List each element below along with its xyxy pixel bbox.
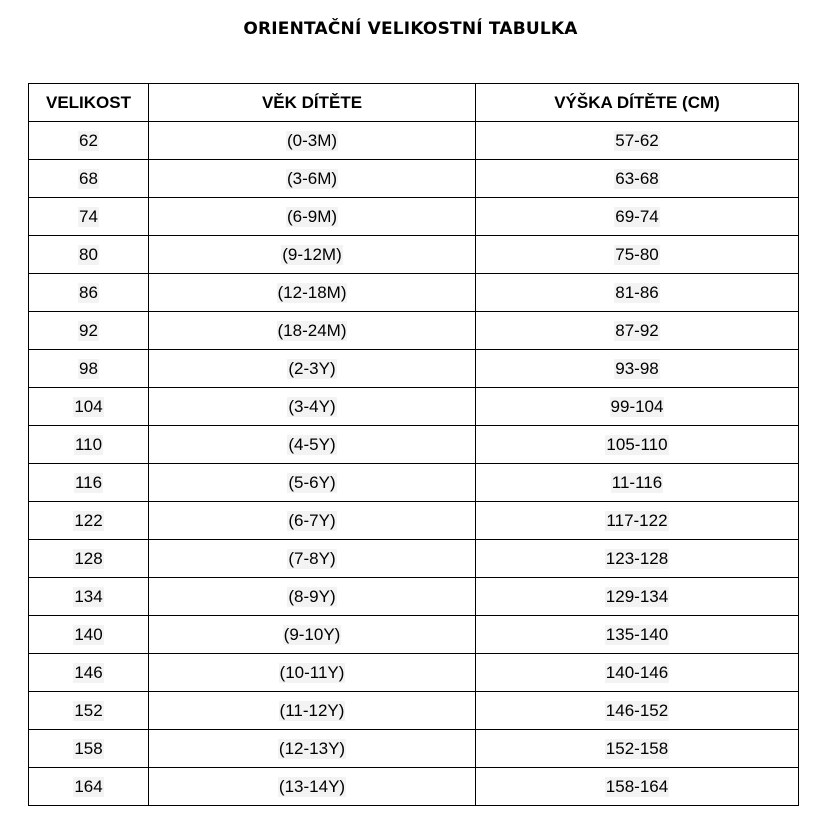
- age-cell: [149, 502, 476, 540]
- age-value: (13-14Y): [278, 776, 346, 796]
- table-row: [29, 540, 799, 578]
- table-header-row: [29, 84, 799, 122]
- size-cell: [29, 540, 149, 578]
- age-cell: [149, 616, 476, 654]
- height-cell: [476, 692, 799, 730]
- size-cell: [29, 654, 149, 692]
- page-title: ORIENTAČNÍ VELIKOSTNÍ TABULKA: [243, 19, 578, 39]
- header-child-age: VĚK DÍTĚTE: [149, 84, 476, 122]
- age-cell: [149, 768, 476, 806]
- age-cell: [149, 350, 476, 388]
- age-cell: [149, 730, 476, 768]
- age-cell: [149, 426, 476, 464]
- height-cell: [476, 236, 799, 274]
- size-value: 86: [79, 282, 98, 302]
- age-value: (2-3Y): [288, 358, 336, 378]
- table-row: [29, 160, 799, 198]
- age-cell: [149, 236, 476, 274]
- age-value: (11-12Y): [279, 700, 345, 720]
- size-cell: [29, 464, 149, 502]
- height-cell: [476, 502, 799, 540]
- age-value: (6-9M): [286, 206, 338, 226]
- height-value: 81-86: [615, 282, 659, 302]
- height-cell: [476, 540, 799, 578]
- size-value: 104: [74, 396, 103, 416]
- size-cell: [29, 768, 149, 806]
- age-value: (12-18M): [277, 282, 347, 302]
- height-cell: [476, 578, 799, 616]
- size-value: 158: [74, 738, 103, 758]
- size-cell: [29, 692, 149, 730]
- height-value: 87-92: [615, 320, 659, 340]
- size-value: 122: [74, 510, 103, 530]
- height-value: 117-122: [606, 510, 668, 530]
- age-value: (8-9Y): [288, 586, 336, 606]
- age-value: (4-5Y): [288, 434, 336, 454]
- height-value: 146-152: [605, 700, 669, 720]
- height-value: 11-116: [611, 472, 663, 492]
- table-row: [29, 122, 799, 160]
- size-cell: [29, 198, 149, 236]
- size-value: 62: [79, 130, 98, 150]
- table-row: [29, 312, 799, 350]
- size-cell: [29, 236, 149, 274]
- size-cell: [29, 730, 149, 768]
- size-cell: [29, 616, 149, 654]
- age-cell: [149, 578, 476, 616]
- header-child-height: VÝŠKA DÍTĚTE (CM): [476, 84, 799, 122]
- height-value: 123-128: [605, 548, 669, 568]
- table-row: [29, 654, 799, 692]
- age-cell: [149, 692, 476, 730]
- size-value: 116: [74, 472, 103, 492]
- height-cell: [476, 312, 799, 350]
- height-cell: [476, 464, 799, 502]
- table-row: [29, 350, 799, 388]
- size-cell: [29, 274, 149, 312]
- age-value: (9-12M): [282, 244, 342, 264]
- age-value: (12-13Y): [278, 738, 346, 758]
- height-cell: [476, 768, 799, 806]
- age-value: (6-7Y): [288, 510, 336, 530]
- height-value: 105-110: [606, 434, 668, 454]
- size-value: 98: [79, 358, 98, 378]
- age-value: (3-4Y): [288, 396, 336, 416]
- size-value: 140: [74, 624, 103, 644]
- size-value: 164: [74, 776, 103, 796]
- age-cell: [149, 388, 476, 426]
- age-cell: [149, 122, 476, 160]
- height-value: 57-62: [615, 130, 659, 150]
- age-cell: [149, 654, 476, 692]
- height-cell: [476, 426, 799, 464]
- header-size: VELIKOST: [29, 84, 149, 122]
- height-value: 158-164: [605, 776, 669, 796]
- table-row: [29, 578, 799, 616]
- table-row: [29, 730, 799, 768]
- height-cell: [476, 654, 799, 692]
- size-value: 152: [74, 700, 103, 720]
- height-value: 75-80: [615, 244, 659, 264]
- table-row: [29, 464, 799, 502]
- size-cell: [29, 122, 149, 160]
- height-cell: [476, 274, 799, 312]
- size-cell: [29, 502, 149, 540]
- size-cell: [29, 350, 149, 388]
- size-value: 110: [74, 434, 103, 454]
- height-cell: [476, 388, 799, 426]
- height-cell: [476, 198, 799, 236]
- table-row: [29, 236, 799, 274]
- height-value: 140-146: [605, 662, 669, 682]
- age-cell: [149, 312, 476, 350]
- height-value: 93-98: [615, 358, 659, 378]
- height-value: 99-104: [610, 396, 664, 416]
- size-cell: [29, 426, 149, 464]
- size-chart-table: [28, 83, 799, 806]
- age-value: (7-8Y): [288, 548, 336, 568]
- size-value: 92: [79, 320, 98, 340]
- table-row: [29, 274, 799, 312]
- table-row: [29, 198, 799, 236]
- size-value: 68: [79, 168, 98, 188]
- age-cell: [149, 540, 476, 578]
- size-cell: [29, 160, 149, 198]
- age-value: (5-6Y): [288, 472, 336, 492]
- age-value: (3-6M): [286, 168, 338, 188]
- height-cell: [476, 122, 799, 160]
- age-value: (10-11Y): [279, 662, 345, 682]
- age-cell: [149, 160, 476, 198]
- age-cell: [149, 274, 476, 312]
- table-row: [29, 502, 799, 540]
- height-cell: [476, 616, 799, 654]
- size-cell: [29, 312, 149, 350]
- height-cell: [476, 730, 799, 768]
- age-cell: [149, 198, 476, 236]
- height-cell: [476, 350, 799, 388]
- table-row: [29, 426, 799, 464]
- table-row: [29, 388, 799, 426]
- height-value: 63-68: [615, 168, 659, 188]
- size-value: 146: [74, 662, 103, 682]
- age-cell: [149, 464, 476, 502]
- age-value: (0-3M): [286, 130, 338, 150]
- table-row: [29, 692, 799, 730]
- size-cell: [29, 578, 149, 616]
- age-value: (18-24M): [277, 320, 347, 340]
- age-value: (9-10Y): [283, 624, 341, 644]
- size-value: 74: [79, 206, 98, 226]
- size-value: 134: [74, 586, 103, 606]
- height-value: 69-74: [615, 206, 659, 226]
- size-value: 128: [74, 548, 103, 568]
- height-value: 135-140: [605, 624, 669, 644]
- height-value: 152-158: [605, 738, 669, 758]
- height-cell: [476, 160, 799, 198]
- height-value: 129-134: [605, 586, 669, 606]
- size-value: 80: [79, 244, 98, 264]
- table-row: [29, 768, 799, 806]
- table-row: [29, 616, 799, 654]
- size-cell: [29, 388, 149, 426]
